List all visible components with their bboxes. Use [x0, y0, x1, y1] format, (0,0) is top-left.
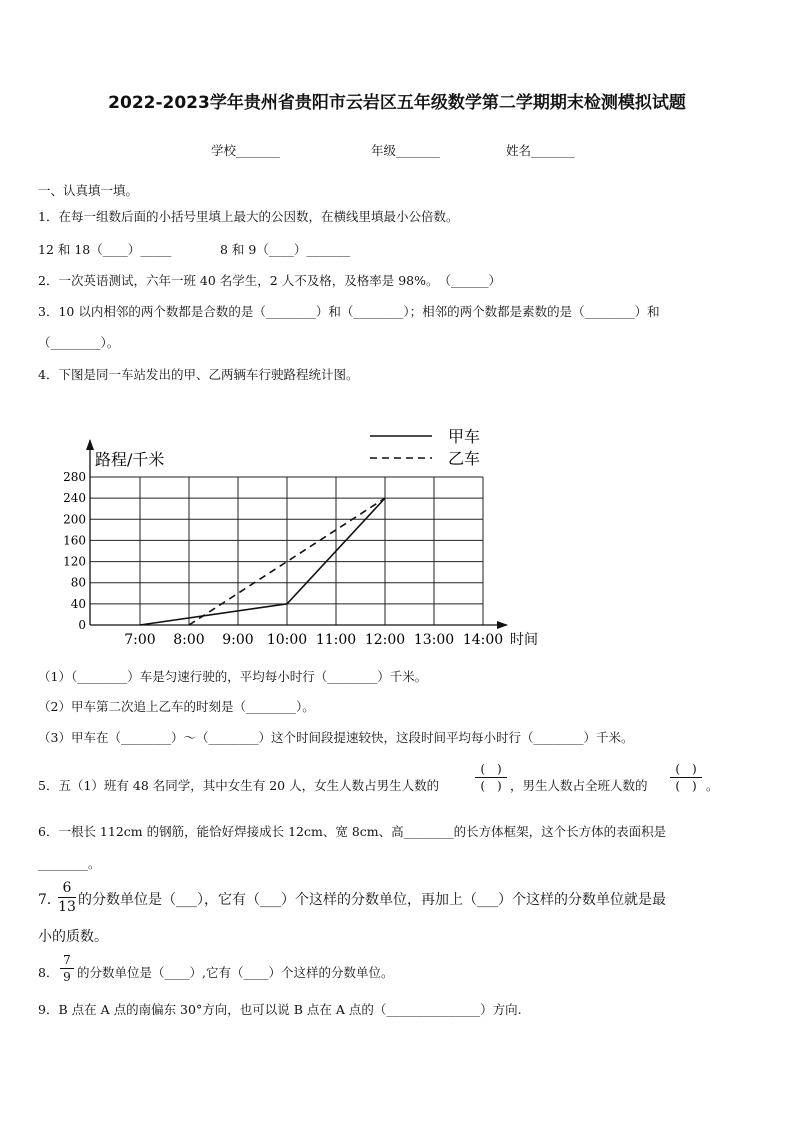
school-field[interactable]: 学校_______ [211, 143, 280, 158]
y-tick-label: 160 [63, 533, 86, 548]
x-tick-label: 11:00 [315, 632, 357, 648]
x-axis-label: 时间 [510, 632, 538, 648]
question-2[interactable]: 2．一次英语测试，六年一班 40 名学生，2 人不及格，及格率是 98%。 （______） [38, 273, 501, 288]
question-5-fraction-1[interactable] [475, 762, 507, 793]
fraction-numerator: ( ) [675, 762, 697, 776]
question-5-part1: 5．五（1）班有 48 名同学，其中女生有 20 人，女生人数占男生人数的 [38, 778, 440, 793]
section-heading: 一、认真填一填。 [38, 183, 139, 198]
y-tick-label: 0 [78, 618, 86, 632]
question-1a[interactable]: 12 和 18（____）_____ [38, 242, 172, 257]
question-7-fraction [58, 880, 76, 915]
fraction-denominator: 9 [63, 970, 71, 984]
legend-label: 乙车 [448, 449, 481, 468]
question-4-1[interactable]: （1）（________）车是匀速行驶的，平均每小时行（________）千米。 [38, 669, 428, 684]
question-3-line1[interactable]: 3．10 以内相邻的两个数都是合数的是（________）和（________）；相邻的两个数都是素数的是（________）和 [38, 304, 660, 319]
question-7-line1[interactable]: 的分数单位是（___），它有（___）个这样的分数单位，再加上（___）个这样的分数单位就是最 [78, 892, 666, 908]
question-5-fraction-2[interactable] [670, 762, 702, 793]
legend-label: 甲车 [448, 427, 481, 446]
question-7-line2: 小的质数。 [38, 929, 108, 945]
fraction-bar [475, 777, 507, 778]
question-9[interactable]: 9．B 点在 A 点的南偏东 30°方向，也可以说 B 点在 A 点的（_______________）方向. [38, 1002, 522, 1017]
fraction-numerator: 7 [63, 953, 71, 967]
distance-time-chart [50, 420, 560, 655]
question-4-3[interactable]: （3）甲车在（________）～（________）这个时间段提速较快，这段时间平均每小时行（________）千米。 [38, 730, 634, 745]
question-7-number: 7． [38, 892, 61, 908]
fraction-denominator: ( ) [675, 779, 697, 793]
name-field[interactable]: 姓名_______ [506, 143, 575, 158]
x-tick-label: 9:00 [222, 632, 254, 648]
x-tick-label: 13:00 [413, 632, 455, 648]
question-6-line2[interactable]: ________。 [38, 856, 101, 871]
fraction-denominator: 13 [58, 899, 76, 915]
fraction-bar [60, 968, 74, 969]
fraction-denominator: ( ) [480, 779, 502, 793]
grade-field[interactable]: 年级_______ [371, 143, 440, 158]
y-tick-label: 40 [70, 596, 86, 611]
question-4-2[interactable]: （2）甲车第二次追上乙车的时刻是（________）。 [38, 699, 315, 714]
y-axis-label: 路程/千米 [95, 450, 165, 469]
fraction-bar [58, 897, 76, 898]
y-tick-label: 240 [63, 491, 86, 506]
x-tick-label: 7:00 [124, 632, 156, 648]
question-8-number: 8． [38, 965, 59, 980]
question-8-fraction [60, 953, 74, 984]
question-6-line1[interactable]: 6．一根长 112cm 的钢筋，能恰好焊接成长 12cm、宽 8cm、高________的长方体框架，这个长方体的表面积是 [38, 824, 667, 839]
fraction-numerator: ( ) [480, 762, 502, 776]
question-1b[interactable]: 8 和 9（____）_______ [220, 242, 351, 257]
x-tick-label: 10:00 [266, 632, 308, 648]
question-3-line2[interactable]: （________）。 [38, 335, 120, 350]
question-5-part2: ，男生人数占全班人数的 [510, 778, 648, 793]
question-5-part3: 。 [706, 778, 719, 793]
y-tick-label: 200 [63, 512, 86, 527]
fraction-numerator: 6 [62, 880, 72, 896]
fraction-bar [670, 777, 702, 778]
x-tick-label: 12:00 [364, 632, 406, 648]
question-4: 4．下图是同一车站发出的甲、乙两辆车行驶路程统计图。 [38, 367, 359, 382]
y-tick-label: 280 [63, 470, 86, 484]
x-tick-label: 8:00 [173, 632, 205, 648]
x-tick-label: 14:00 [462, 632, 504, 648]
question-1: 1．在每一组数后面的小括号里填上最大的公因数，在横线里填最小公倍数。 [38, 209, 459, 224]
y-tick-label: 120 [63, 554, 86, 569]
page-title: 2022-2023学年贵州省贵阳市云岩区五年级数学第二学期期末检测模拟试题 [108, 93, 686, 113]
x-axis-arrow [497, 621, 508, 629]
question-8-text[interactable]: 的分数单位是（____）,它有（____）个这样的分数单位。 [77, 965, 394, 980]
y-tick-label: 80 [70, 575, 86, 590]
y-axis-arrow [86, 439, 94, 450]
